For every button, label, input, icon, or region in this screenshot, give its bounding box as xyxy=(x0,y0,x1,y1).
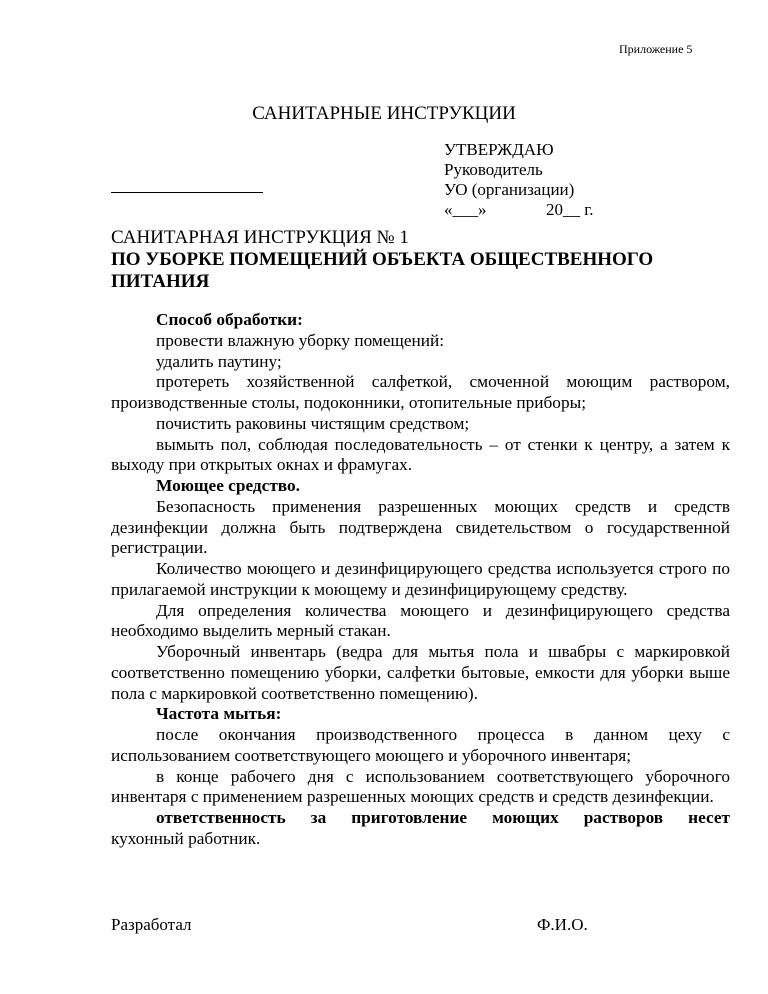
instruction-subject-line-1: ПО УБОРКЕ ПОМЕЩЕНИЙ ОБЪЕКТА ОБЩЕСТВЕННОГО xyxy=(111,249,654,270)
detergent-item: Уборочный инвентарь (ведра для мытья пола и швабры с маркировкой соответственно помещению уборки, салфетки бытовые, емкости для уборки выше пола с маркировкой соответственно помещению). xyxy=(111,642,730,703)
responsibility-rest: кухонный работник. xyxy=(111,828,261,848)
appendix-label: Приложение 5 xyxy=(619,42,693,56)
method-item: протереть хозяйственной салфеткой, смоченной моющим раствором, производственные столы, подоконники, отопительные приборы; xyxy=(111,372,730,412)
detergent-item: Количество моющего и дезинфицирующего средства используется строго по прилагаемой инструкции к моющему и дезинфицирующему средству. xyxy=(111,559,730,599)
method-item: удалить паутину; xyxy=(156,351,282,371)
instruction-subject-line-2: ПИТАНИЯ xyxy=(111,271,210,292)
method-item: вымыть пол, соблюдая последовательность – от стенки к центру, а затем к выходу при открытых окнах и фрамугах. xyxy=(111,434,730,475)
approval-line-approve: УТВЕРЖДАЮ xyxy=(444,140,554,159)
approval-date-line: «___» 20__ г. xyxy=(444,200,594,219)
frequency-heading: Частота мытья: xyxy=(156,704,282,724)
approval-line-org: УО (организации) xyxy=(444,180,575,199)
method-item: почистить раковины чистящим средством; xyxy=(156,413,470,433)
frequency-item: после окончания производственного процесса в данном цеху с использованием соответствующего моющего и уборочного инвентаря; xyxy=(111,725,730,765)
instruction-heading xyxy=(111,227,731,293)
approval-line-head: Руководитель xyxy=(444,160,543,179)
responsibility-statement xyxy=(111,808,730,829)
detergent-heading: Моющее средство. xyxy=(156,476,300,495)
main-title: САНИТАРНЫЕ ИНСТРУКЦИИ xyxy=(252,103,516,124)
signature-line xyxy=(111,192,263,193)
instruction-number: САНИТАРНАЯ ИНСТРУКЦИЯ № 1 xyxy=(111,227,409,248)
method-item: провести влажную уборку помещений: xyxy=(156,330,445,350)
responsibility-bold: ответственность за приготовление моющих растворов несет xyxy=(156,808,730,827)
approval-block xyxy=(444,140,594,220)
signer-name: Ф.И.О. xyxy=(537,915,588,934)
instruction-body xyxy=(111,310,730,850)
detergent-item: Для определения количества моющего и дезинфицирующего средства необходимо выделить мерный стакан. xyxy=(111,600,730,641)
method-heading: Способ обработки: xyxy=(156,310,303,329)
developed-by-label: Разработал xyxy=(111,915,192,934)
detergent-item: Безопасность применения разрешенных моющих средств и средств дезинфекции должна быть подтверждена свидетельством о государственной регистрации. xyxy=(111,496,730,558)
frequency-item: в конце рабочего дня с использованием соответствующего уборочного инвентаря с применением разрешенных моющих средств и средств дезинфекции. xyxy=(111,766,730,807)
